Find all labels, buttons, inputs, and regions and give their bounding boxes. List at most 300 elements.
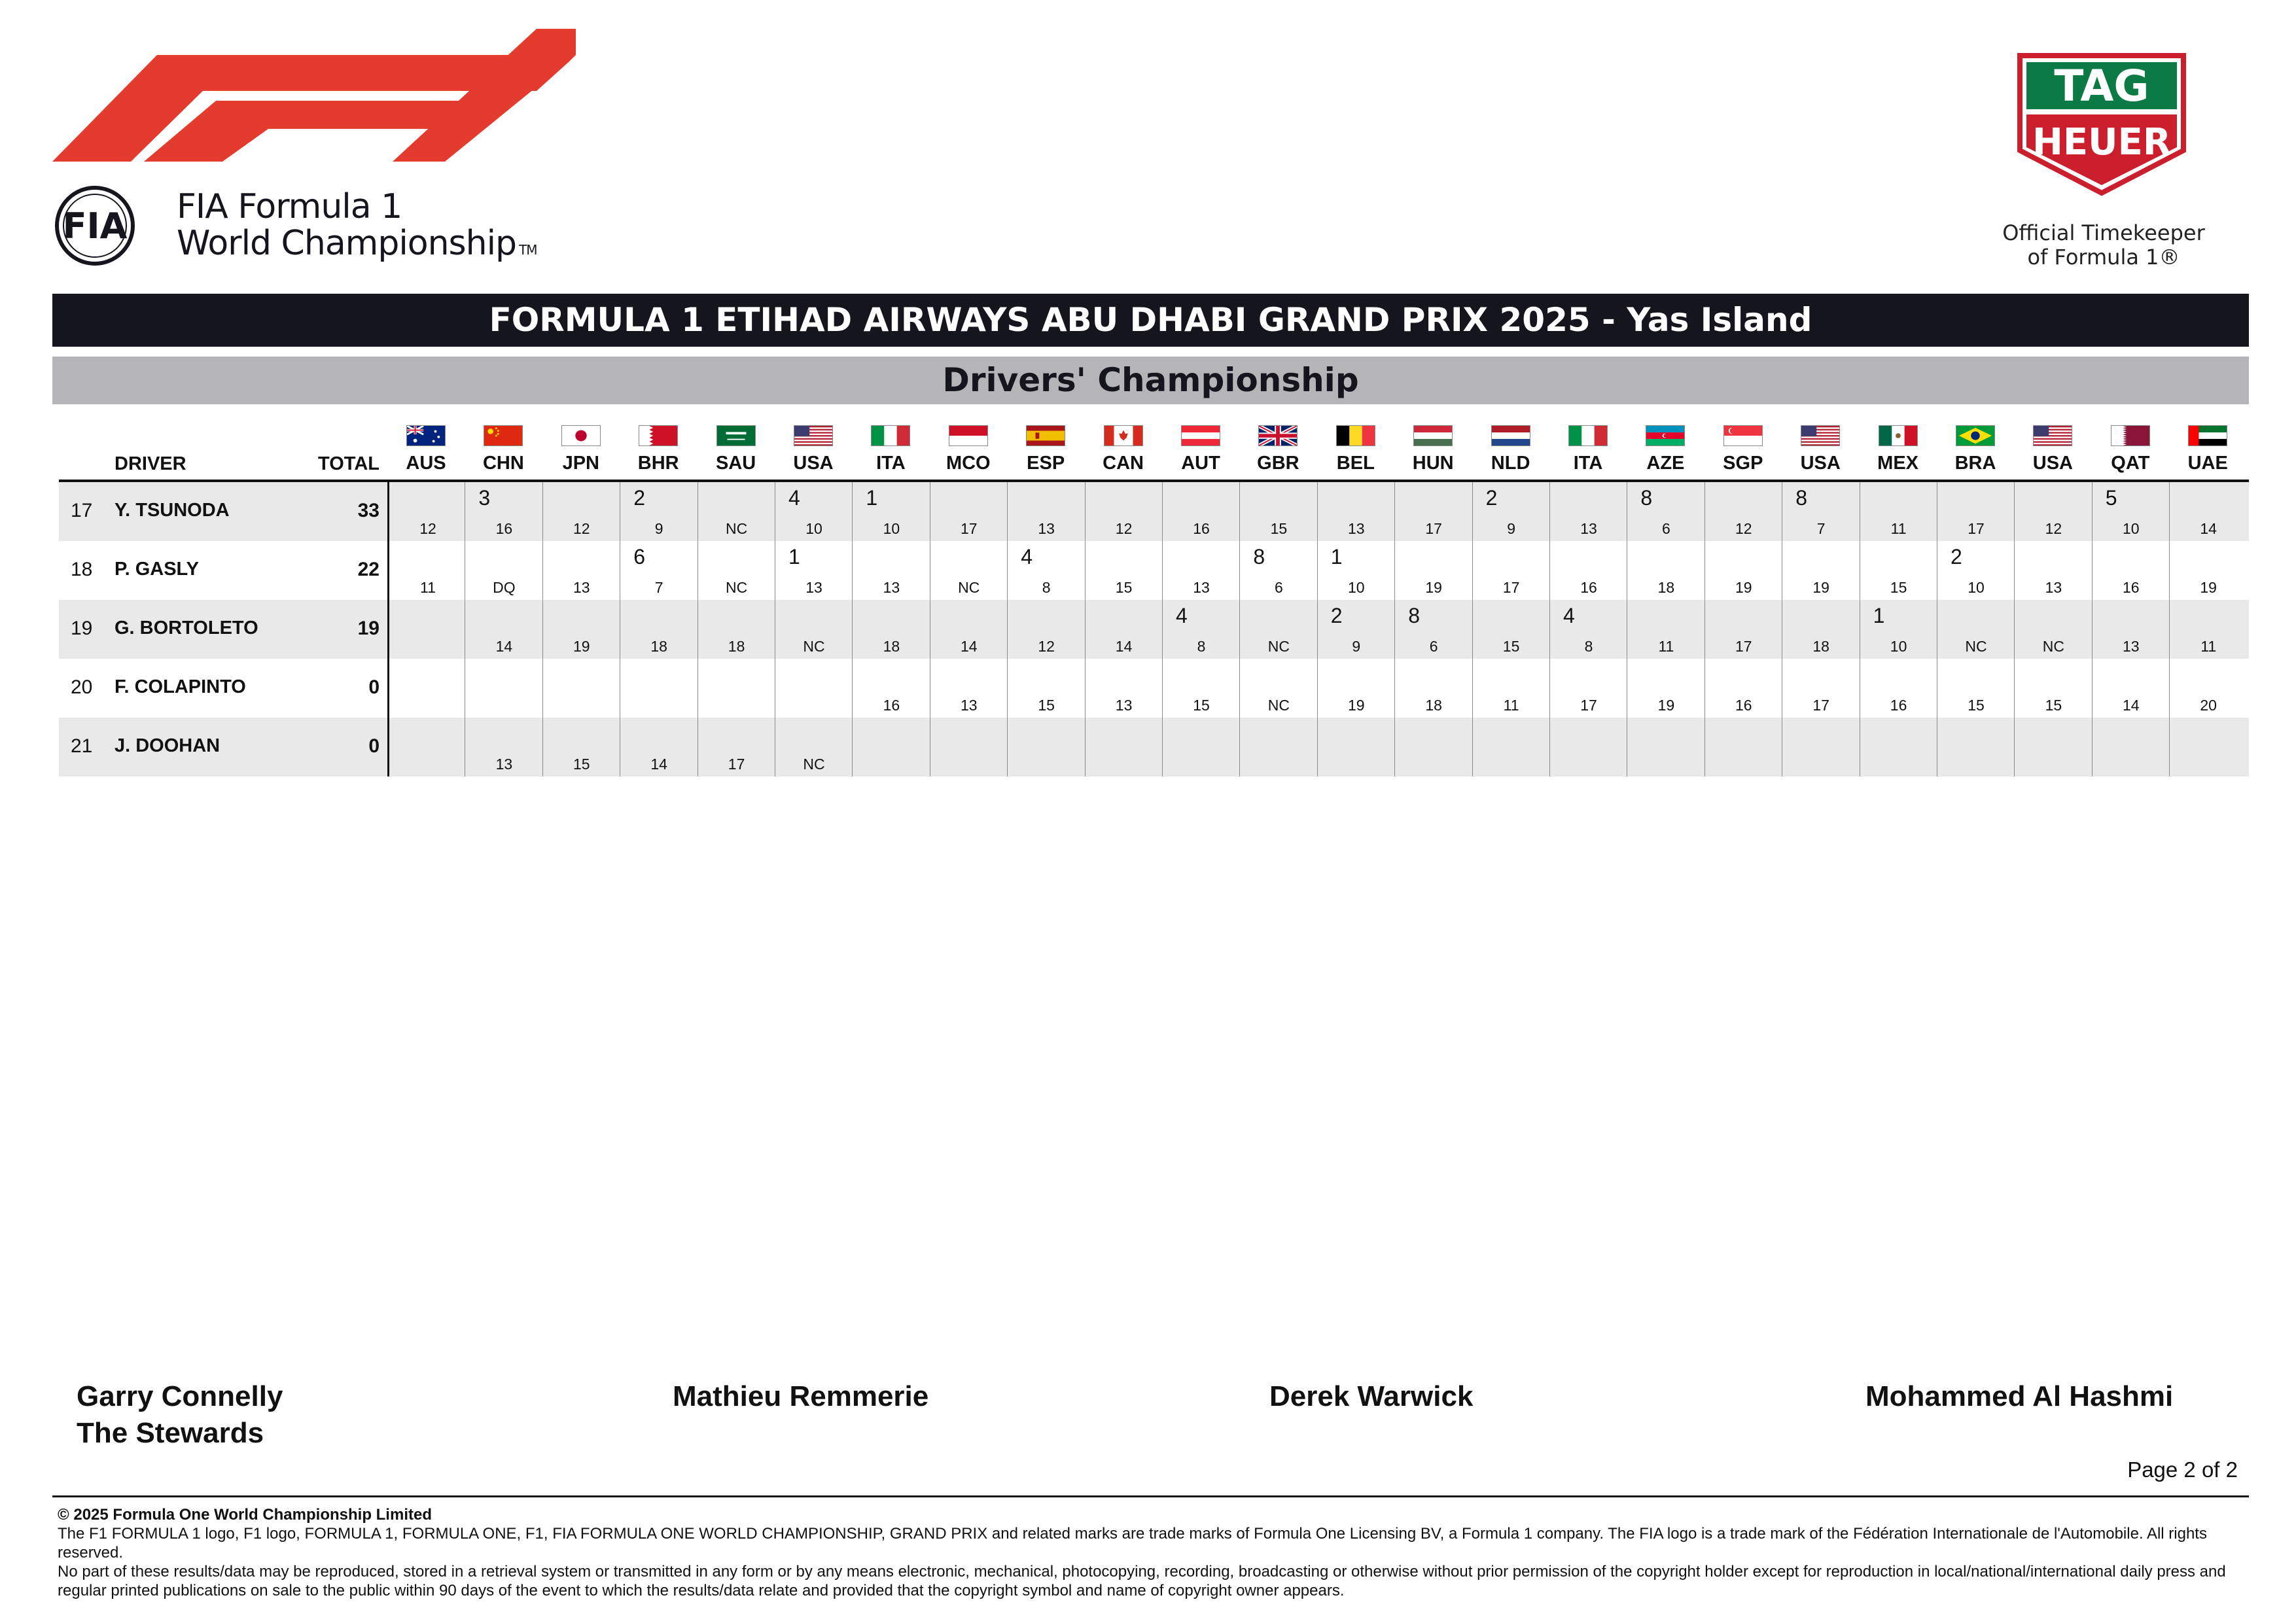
race-code: ITA [876,453,906,474]
finish-position: 13 [1348,520,1365,537]
finish-position: 17 [961,520,978,537]
finish-position: 19 [1348,697,1365,714]
finish-position: 12 [1115,520,1133,537]
race-code: SAU [715,453,756,474]
singapore-flag [1723,425,1763,446]
race-result-cell [2092,659,2169,718]
uae-flag [2188,425,2227,446]
finish-position: 14 [650,756,667,773]
usa-flag [794,425,833,446]
race-result-cell [930,718,1007,777]
finish-position: 15 [573,756,590,773]
monaco-flag [949,425,988,446]
race-column-header [620,419,697,478]
driver-row [59,718,2249,777]
fia-championship-logo [52,183,589,268]
japan-flag [561,425,601,446]
race-result-cell [1627,600,1704,659]
race-column-header [387,419,465,478]
race-result-cell [1162,718,1239,777]
finish-position: DQ [493,579,516,596]
finish-position: 8 [1042,579,1051,596]
race-result-cell [1704,600,1782,659]
brazil-flag [1956,425,1995,446]
race-result-cell [852,659,929,718]
finish-position: 20 [2200,697,2217,714]
race-result-cell [1782,541,1859,600]
points-scored: 8 [1795,486,1807,510]
fia-emblem-icon [52,183,137,268]
mexico-flag [1879,425,1918,446]
race-result-cell [387,482,465,541]
finish-position: 6 [1661,520,1670,537]
race-result-cell [620,659,697,718]
race-result-cell [1472,718,1549,777]
race-result-cell [2014,659,2091,718]
race-result-cell [1007,659,1084,718]
race-result-cell [1472,541,1549,600]
finish-position: 6 [1429,638,1438,655]
finish-position: 10 [1890,638,1907,655]
finish-position: 16 [1735,697,1752,714]
race-result-cell [698,482,775,541]
race-result-cell [1549,482,1627,541]
trademark-notice: The F1 FORMULA 1 logo, F1 logo, FORMULA 1, FORMULA ONE, F1, FIA FORMULA ONE WORLD CHAMPIONSHIP, GRAND PRIX and related marks are trade marks of Formula One Licensing BV, a Formula 1 company. The FIA logo is a trade mark of the Fédération Internationale de l'Automobile. All rights reserved. [58,1525,2207,1562]
finish-position: 10 [2123,520,2140,537]
timekeeper-caption-line-1: Official Timekeeper [2002,220,2205,245]
race-result-cell [387,541,465,600]
race-result-cell [1085,659,1162,718]
finish-position: 12 [419,520,436,537]
finish-position: NC [2042,638,2064,655]
race-result-cell [1162,482,1239,541]
race-code: JPN [562,453,599,474]
finish-position: 9 [654,520,663,537]
race-result-cell [465,718,542,777]
race-code: USA [793,453,834,474]
netherlands-flag [1491,425,1530,446]
race-result-cell [775,482,852,541]
race-result-cell [542,482,620,541]
australia-flag [406,425,446,446]
race-result-cell [620,600,697,659]
trademark-mark: TM [519,242,537,258]
race-code: USA [2032,453,2073,474]
race-code: CAN [1103,453,1144,474]
finish-position: 9 [1352,638,1361,655]
race-result-cell [1860,482,1937,541]
race-result-cell [1239,718,1316,777]
finish-position: 19 [1657,697,1675,714]
fia-title-line-1: FIA Formula 1 [177,187,402,226]
race-result-cell [2092,482,2169,541]
race-result-cell [1704,482,1782,541]
finish-position: 14 [1115,638,1133,655]
race-result-cell [1239,482,1316,541]
race-result-cell [2092,718,2169,777]
points-scored: 4 [1563,604,1575,627]
finish-position: 19 [573,638,590,655]
race-column-header [1394,419,1472,478]
race-result-cell [1239,541,1316,600]
f1-logo [52,29,576,163]
points-scored: 6 [633,545,645,568]
steward-name: Garry Connelly [77,1380,283,1412]
race-result-cell [698,541,775,600]
austria-flag [1181,425,1220,446]
race-result-cell [775,659,852,718]
race-code: BRA [1954,453,1996,474]
race-code: MCO [945,453,991,474]
fia-title-line-2-text: World Championship [177,224,517,263]
total-points: 33 [357,500,380,521]
driver-name: G. BORTOLETO [115,618,258,638]
race-result-cell [852,600,929,659]
finish-position: 15 [1115,579,1133,596]
race-column-header [1085,419,1162,478]
finish-position: 16 [1890,697,1907,714]
points-scored: 8 [1253,545,1265,568]
steward-name: Mathieu Remmerie [673,1380,929,1412]
race-result-cell [852,541,929,600]
usa-flag [1801,425,1840,446]
points-scored: 3 [478,486,491,510]
race-result-cell [1317,718,1394,777]
total-points: 19 [357,618,380,639]
race-result-cell [1239,600,1316,659]
race-result-cell [1472,600,1549,659]
race-column-header [542,419,620,478]
total-points: 22 [357,559,380,580]
race-result-cell [1860,541,1937,600]
race-result-cell [1162,541,1239,600]
driver-row [59,659,2249,718]
race-result-cell [620,482,697,541]
race-result-cell [1782,482,1859,541]
race-result-cell [1549,600,1627,659]
driver-name: J. DOOHAN [115,735,221,756]
driver-name: Y. TSUNODA [115,500,230,521]
finish-position: 13 [1193,579,1210,596]
race-code: USA [1800,453,1841,474]
finish-position: 13 [495,756,513,773]
driver-row [59,600,2249,659]
steward-name: Mohammed Al Hashmi [1865,1380,2174,1412]
race-result-cell [1317,600,1394,659]
steward-name: Derek Warwick [1269,1380,1474,1412]
total-points: 0 [368,735,380,757]
italy-flag [1568,425,1608,446]
race-result-cell [775,600,852,659]
race-result-cell [1394,659,1472,718]
finish-position: 6 [1274,579,1283,596]
race-result-cell [1937,600,2014,659]
race-result-cell [1007,718,1084,777]
race-result-cell [1317,659,1394,718]
race-column-header [1627,419,1704,478]
finish-position: 14 [2123,697,2140,714]
race-result-cell [1860,600,1937,659]
race-column-header [1860,419,1937,478]
race-result-cell [465,600,542,659]
finish-position: 13 [805,579,822,596]
race-result-cell [2169,482,2246,541]
race-result-cell [1627,718,1704,777]
championship-position: 17 [71,500,93,521]
race-result-cell [1704,718,1782,777]
finish-position: 11 [1503,697,1519,714]
race-result-cell [930,659,1007,718]
race-column-header [1007,419,1084,478]
race-result-cell [1937,482,2014,541]
event-title-banner: FORMULA 1 ETIHAD AIRWAYS ABU DHABI GRAND PRIX 2025 - Yas Island [52,294,2249,347]
finish-position: 18 [650,638,667,655]
reproduction-notice: No part of these results/data may be reproduced, stored in a retrieval system or transmitted in any form or by any means electronic, mechanical, photocopying, recording, broadcasting or otherwise without prior permission of the copyright holder except for reproduction in local/national/international daily press and regular printed publications on sale to the public within 90 days of the event to which the results/data relate and provided that the copyright symbol and name of copyright owner appears. [58,1563,2226,1599]
race-column-header [1317,419,1394,478]
race-result-cell [1394,600,1472,659]
finish-position: 16 [883,697,900,714]
race-result-cell [852,482,929,541]
finish-position: 15 [1502,638,1520,655]
driver-name: F. COLAPINTO [115,676,246,697]
championship-position: 18 [71,559,93,580]
finish-position: NC [958,579,980,596]
finish-position: NC [803,638,825,655]
timekeeper-caption-line-2: of Formula 1® [2027,245,2180,270]
race-result-cell [1317,482,1394,541]
race-result-cell [698,718,775,777]
race-result-cell [2169,541,2246,600]
race-result-cell [1317,541,1394,600]
race-code: HUN [1412,453,1454,474]
finish-position: 10 [1348,579,1365,596]
finish-position: 18 [1657,579,1675,596]
race-result-cell [1162,659,1239,718]
azerbaijan-flag [1646,425,1685,446]
race-column-header [465,419,542,478]
finish-position: 17 [1502,579,1520,596]
finish-position: 14 [961,638,978,655]
usa-flag [2033,425,2072,446]
race-code: NLD [1491,453,1530,474]
championship-position: 21 [71,735,93,757]
finish-position: 8 [1584,638,1593,655]
race-result-cell [852,718,929,777]
total-points: 0 [368,676,380,698]
race-code: AUS [406,453,446,474]
hungary-flag [1413,425,1453,446]
race-code: QAT [2111,453,2150,474]
finish-position: 13 [573,579,590,596]
race-column-header [1937,419,2014,478]
page-number: Page 2 of 2 [2127,1457,2238,1482]
tag-heuer-logo [2017,52,2187,196]
spain-flag [1026,425,1065,446]
finish-position: 11 [420,579,436,596]
race-result-cell [1549,718,1627,777]
china-flag [484,425,523,446]
belgium-flag [1336,425,1375,446]
race-result-cell [542,659,620,718]
points-scored: 1 [1873,604,1885,627]
race-result-cell [2014,541,2091,600]
tag-logo-text-top: TAG [2054,61,2149,111]
finish-position: NC [803,756,825,773]
race-code: AUT [1181,453,1220,474]
race-result-cell [465,482,542,541]
finish-position: 15 [2045,697,2062,714]
finish-position: 10 [805,520,822,537]
race-code: BEL [1336,453,1375,474]
finish-position: 13 [1038,520,1055,537]
race-result-cell [1394,718,1472,777]
finish-position: 17 [1968,520,1985,537]
points-scored: 1 [1330,545,1343,568]
finish-position: 15 [1270,520,1288,537]
race-result-cell [2092,600,2169,659]
finish-position: 13 [1580,520,1597,537]
race-result-cell [1007,600,1084,659]
finish-position: 18 [1812,638,1829,655]
driver-row [59,482,2249,541]
race-result-cell [1007,541,1084,600]
race-column-header [1472,419,1549,478]
race-result-cell [2014,482,2091,541]
saudi-arabia-flag [716,425,756,446]
finish-position: 19 [1735,579,1752,596]
race-result-cell [1394,482,1472,541]
race-code: SGP [1723,453,1763,474]
finish-position: 18 [883,638,900,655]
finish-position: 16 [1193,520,1210,537]
finish-position: 18 [728,638,745,655]
finish-position: 17 [1425,520,1442,537]
race-result-cell [1704,659,1782,718]
race-column-header [1162,419,1239,478]
points-scored: 2 [633,486,645,510]
race-column-header [1704,419,1782,478]
race-code: GBR [1257,453,1299,474]
finish-position: 15 [1968,697,1985,714]
finish-position: 12 [1735,520,1752,537]
race-result-cell [2014,718,2091,777]
points-scored: 4 [788,486,800,510]
race-column-header [2169,419,2246,478]
race-result-cell [698,659,775,718]
canada-flag [1104,425,1143,446]
race-result-cell [1085,718,1162,777]
bahrain-flag [639,425,678,446]
race-result-cell [1782,600,1859,659]
finish-position: 11 [1658,638,1674,655]
driver-column-header: DRIVER [115,453,186,474]
race-column-header [2014,419,2091,478]
race-result-cell [465,659,542,718]
finish-position: 7 [654,579,663,596]
finish-position: 10 [1968,579,1985,596]
points-scored: 8 [1640,486,1653,510]
race-column-header [1239,419,1316,478]
race-result-cell [1937,541,2014,600]
race-result-cell [930,541,1007,600]
race-result-cell [1937,718,2014,777]
race-result-cell [2169,718,2246,777]
championship-position: 20 [71,676,93,698]
drivers-championship-table [59,419,2249,775]
finish-position: 8 [1197,638,1206,655]
finish-position: 16 [495,520,513,537]
total-column-header: TOTAL [318,453,380,474]
finish-position: 14 [495,638,513,655]
race-result-cell [1007,482,1084,541]
finish-position: 10 [883,520,900,537]
race-result-cell [387,659,465,718]
race-result-cell [387,718,465,777]
finish-position: 16 [1580,579,1597,596]
race-result-cell [1627,659,1704,718]
race-result-cell [1782,659,1859,718]
finish-position: 14 [2200,520,2217,537]
race-result-cell [1085,482,1162,541]
finish-position: 13 [961,697,978,714]
finish-position: 13 [2123,638,2140,655]
race-result-cell [542,600,620,659]
race-code: UAE [2187,453,2228,474]
points-scored: 2 [1485,486,1498,510]
points-scored: 4 [1176,604,1188,627]
race-column-header [1549,419,1627,478]
race-result-cell [2169,659,2246,718]
race-result-cell [1860,659,1937,718]
points-scored: 8 [1408,604,1420,627]
finish-position: 12 [1038,638,1055,655]
race-column-header [775,419,852,478]
finish-position: 13 [1115,697,1133,714]
finish-position: 11 [2200,638,2217,655]
race-result-cell [775,718,852,777]
race-result-cell [620,541,697,600]
finish-position: 17 [728,756,745,773]
race-result-cell [1937,659,2014,718]
finish-position: 17 [1812,697,1829,714]
copyright-notice: © 2025 Formula One World Championship Limited [58,1506,432,1524]
race-result-cell [1472,659,1549,718]
race-result-cell [1782,718,1859,777]
finish-position: NC [725,520,748,537]
race-result-cell [387,600,465,659]
championship-position: 19 [71,618,93,639]
race-result-cell [465,541,542,600]
race-column-header [2092,419,2169,478]
finish-position: 17 [1580,697,1597,714]
qatar-flag [2111,425,2150,446]
points-scored: 1 [788,545,800,568]
driver-name: P. GASLY [115,559,199,580]
italy-flag [871,425,910,446]
finish-position: 13 [883,579,900,596]
race-code: ESP [1027,453,1065,474]
finish-position: 17 [1735,638,1752,655]
finish-position: 18 [1425,697,1442,714]
race-result-cell [542,541,620,600]
section-title-banner: Drivers' Championship [52,357,2249,404]
race-result-cell [1085,600,1162,659]
points-scored: 4 [1021,545,1033,568]
finish-position: 11 [1890,520,1907,537]
finish-position: 15 [1038,697,1055,714]
finish-position: 15 [1890,579,1907,596]
race-code: AZE [1646,453,1685,474]
